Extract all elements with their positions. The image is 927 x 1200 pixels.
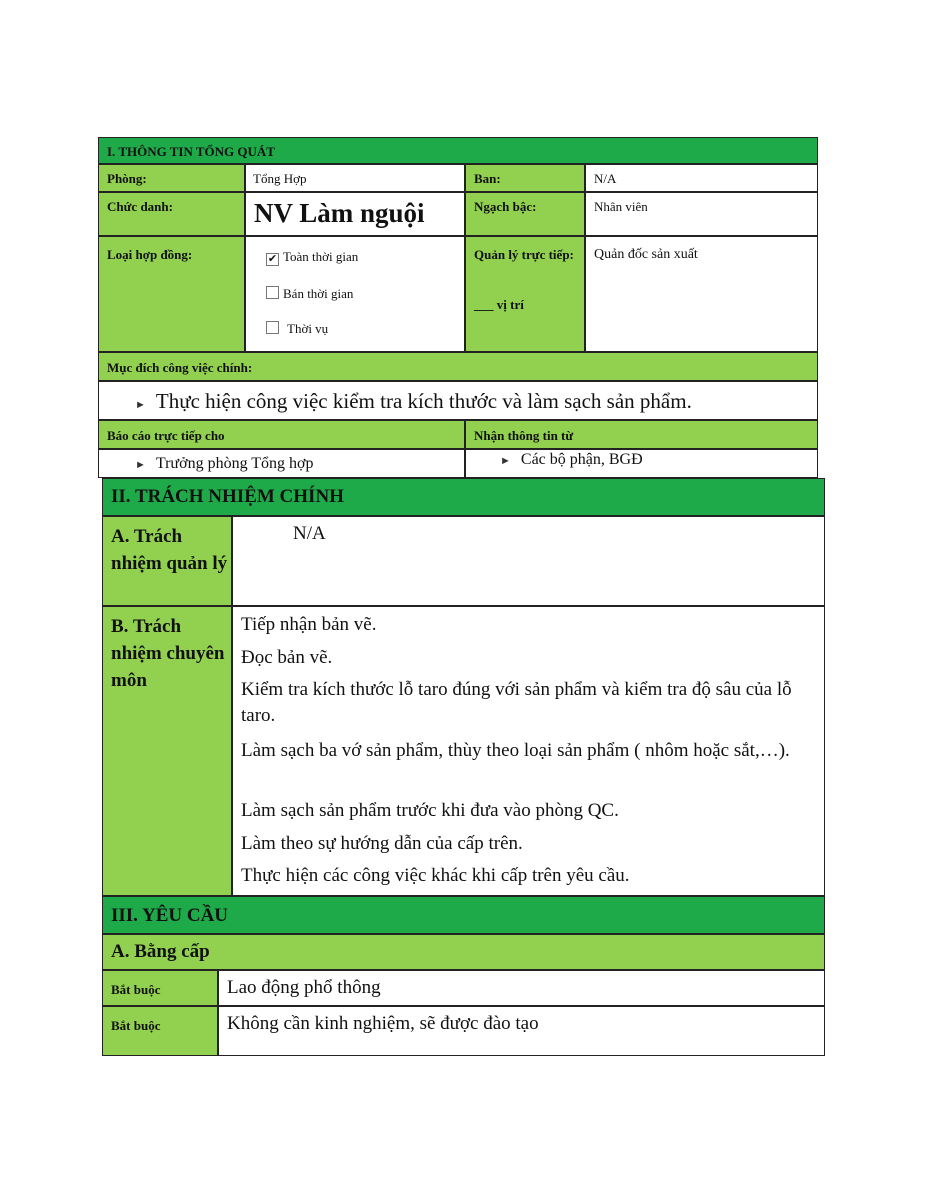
contract-options-cell [245,236,465,352]
checkbox-checked-icon[interactable]: ✔ [267,253,278,265]
trachnhiem-a-value: N/A [293,523,326,544]
requirement-label: Bắt buộc [111,982,161,997]
bullet-triangle-icon: ► [135,399,146,411]
requirement-value-cell [218,970,825,1006]
job-title: NV Làm nguội [254,198,425,228]
ban-label-cell [465,164,585,192]
bangcap-header [102,934,825,970]
list-item: Đọc bản vẽ. [241,647,333,668]
loaihd-label: Loại hợp đồng: [107,247,193,262]
requirement-label: Bắt buộc [111,1018,161,1033]
vitri-label: ___ vị trí [474,297,524,312]
baocao-value-cell [98,449,465,478]
ban-value-cell [585,164,818,192]
ban-value: N/A [594,171,617,186]
list-item: Làm sạch sản phẩm trước khi đưa vào phòng QC. [241,800,619,821]
quanly-value: Quản đốc sản xuất [594,247,698,262]
bullet-triangle-icon: ► [135,459,146,471]
loaihd-label-cell [98,236,245,352]
nhantt-value-cell [465,449,818,478]
trachnhiem-a-label-cell [102,516,232,606]
ngachbac-value: Nhân viên [594,199,648,214]
mucdich-label-cell [98,352,818,381]
trachnhiem-b-label: B. Trách nhiệm chuyên môn [111,616,225,691]
checkbox-unchecked-icon[interactable] [266,286,279,299]
section3-title: III. YÊU CẦU [111,905,229,926]
trachnhiem-a-value-cell [232,516,825,606]
baocao-label-cell [98,420,465,449]
mucdich-label: Mục đích công việc chính: [107,360,253,375]
contract-option-parttime[interactable] [266,285,353,302]
phong-value-cell [245,164,465,192]
contract-option-fulltime[interactable] [266,249,358,265]
contract-option-label: Thời vụ [287,321,329,336]
phong-label-cell [98,164,245,192]
ngachbac-label: Ngạch bậc: [474,199,537,214]
baocao-item [135,455,314,473]
section1-title: I. THÔNG TIN TỔNG QUÁT [107,144,275,159]
quanly-label: Quản lý trực tiếp: [474,247,574,262]
trachnhiem-b-label-cell [102,606,232,896]
baocao-label: Báo cáo trực tiếp cho [107,428,225,443]
chucdanh-label-cell [98,192,245,236]
phong-value: Tổng Hợp [253,171,307,186]
list-item: Làm sạch ba vớ sản phẩm, thùy theo loại sản phẩm ( nhôm hoặc sắt,…). [241,740,790,761]
requirement-value: Lao động phổ thông [227,977,381,998]
requirement-value-cell [218,1006,825,1056]
section3-header [102,896,825,934]
chucdanh-value-cell [245,192,465,236]
chucdanh-label: Chức danh: [107,199,173,214]
bullet-triangle-icon: ► [500,455,511,467]
requirement-label-cell [102,970,218,1006]
bangcap-title: A. Bằng cấp [111,941,210,962]
baocao-value: Trưởng phòng Tổng hợp [155,455,314,472]
list-item: Tiếp nhận bản vẽ. [241,614,377,635]
list-item: Thực hiện các công việc khác khi cấp trên yêu cầu. [241,865,630,886]
phong-label: Phòng: [107,171,147,186]
quanly-label-cell [465,236,585,352]
section1-header [98,137,818,164]
ngachbac-label-cell [465,192,585,236]
mucdich-value: Thực hiện công việc kiểm tra kích thước và làm sạch sản phẩm. [155,389,692,413]
section2-title: II. TRÁCH NHIỆM CHÍNH [111,486,344,507]
mucdich-item [135,389,692,414]
list-item: Kiểm tra kích thước lỗ taro đúng với sản phẩm và kiểm tra độ sâu của lỗ taro. [241,679,792,726]
section2-header [102,478,825,516]
ngachbac-value-cell [585,192,818,236]
trachnhiem-b-list [232,606,825,896]
mucdich-value-cell [98,381,818,420]
nhantt-item [500,451,643,469]
nhantt-label: Nhận thông tin từ [474,428,574,443]
trachnhiem-a-label: A. Trách nhiệm quản lý [111,526,228,574]
requirement-label-cell [102,1006,218,1056]
contract-option-seasonal[interactable] [266,320,328,337]
quanly-value-cell [585,236,818,352]
nhantt-label-cell [465,420,818,449]
nhantt-value: Các bộ phận, BGĐ [520,451,643,468]
contract-option-label: Toàn thời gian [283,249,359,264]
requirement-value: Không cần kinh nghiệm, sẽ được đào tạo [227,1013,539,1034]
list-item: Làm theo sự hướng dẫn của cấp trên. [241,833,523,854]
contract-option-label: Bán thời gian [283,286,354,301]
checkbox-unchecked-icon[interactable] [266,321,279,334]
ban-label: Ban: [474,171,501,186]
